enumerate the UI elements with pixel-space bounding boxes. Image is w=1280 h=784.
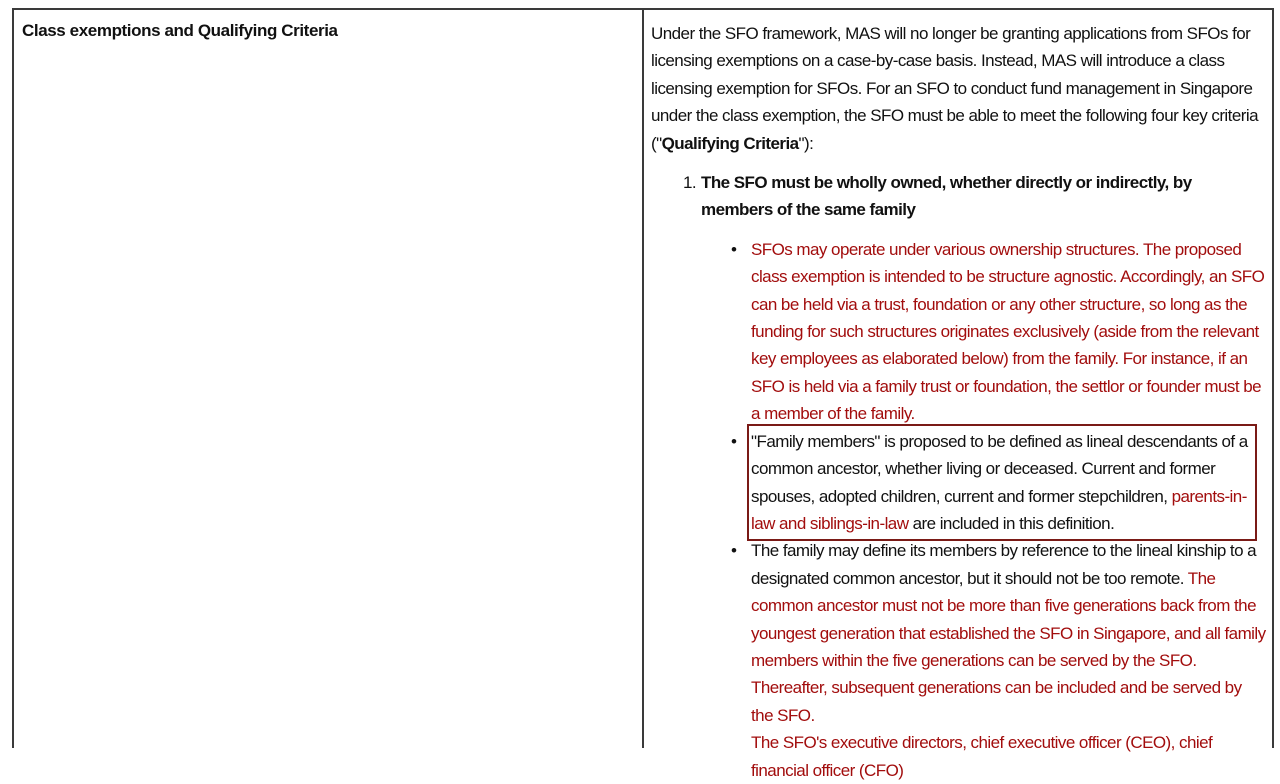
bullet-icon: • [731,239,737,259]
bullet-text: SFOs may operate under various ownership structures. The proposed class exemption is intended to be structure agnostic. Accordingly, an SFO can be held via a trust, foundation or any other structure, so long as the funding for such structures originates exclusively (aside from the relevant key employees as elaborated below) from the family. For instance, if an SFO is held via a family trust or foundation, the settlor or founder must be a member of the family. [751,239,1265,424]
criteria-table [12,8,1274,780]
criteria-list [651,169,1266,784]
intro-paragraph [651,20,1266,157]
criterion-item [651,169,1266,784]
criterion-bullets [701,236,1266,784]
bullet-icon: • [731,541,737,561]
bullet-text-red: The SFO's executive directors, chief executive officer (CEO), chief financial officer (CFO) [751,733,1213,780]
intro-bold-term: Qualifying Criteria [661,133,799,153]
table-cell-left [14,10,644,748]
bullet-icon: • [731,431,737,451]
bullet-text-red: The common ancestor must not be more than five generations back from the youngest generation that established the SFO in Singapore, and all family members within the five generations can be served by the SFO. Thereafter, subsequent generations can be included and be served by the SFO. [751,568,1266,725]
bullet-ownership-structures [731,236,1266,428]
bullet-text-end: are included in this definition. [908,513,1115,533]
table-cell-right [644,10,1272,780]
bullet-text: "Family members" is proposed to be defined as lineal descendants of a common ancestor, whether living or deceased. Current and former spouses, adopted children, current and former stepchildren, [751,431,1248,506]
intro-text: Under the SFO framework, MAS will no longer be granting applications from SFOs for licensing exemptions on a case-by-case basis. Instead, MAS will introduce a class licensing exemption for SFOs. For an SFO to conduct fund management in Singapore under the class exemption, the SFO must be able to meet the following four key criteria (" [651,24,1258,153]
row-heading: Class exemptions and Qualifying Criteria [22,21,338,40]
bullet-key-employees-cut [751,729,1266,784]
intro-text-end: "): [798,133,814,153]
criterion-title: The SFO must be wholly owned, whether directly or indirectly, by members of the same family [701,173,1192,220]
bullet-common-ancestor [731,537,1266,729]
bullet-family-members-highlighted [731,428,1253,538]
bullet-text: The family may define its members by reference to the lineal kinship to a designated common ancestor, but it should not be too remote. [751,541,1257,588]
criterion-number: 1. [683,173,697,193]
bullet-text-red: parents-in-law and siblings-in-law [751,486,1247,533]
